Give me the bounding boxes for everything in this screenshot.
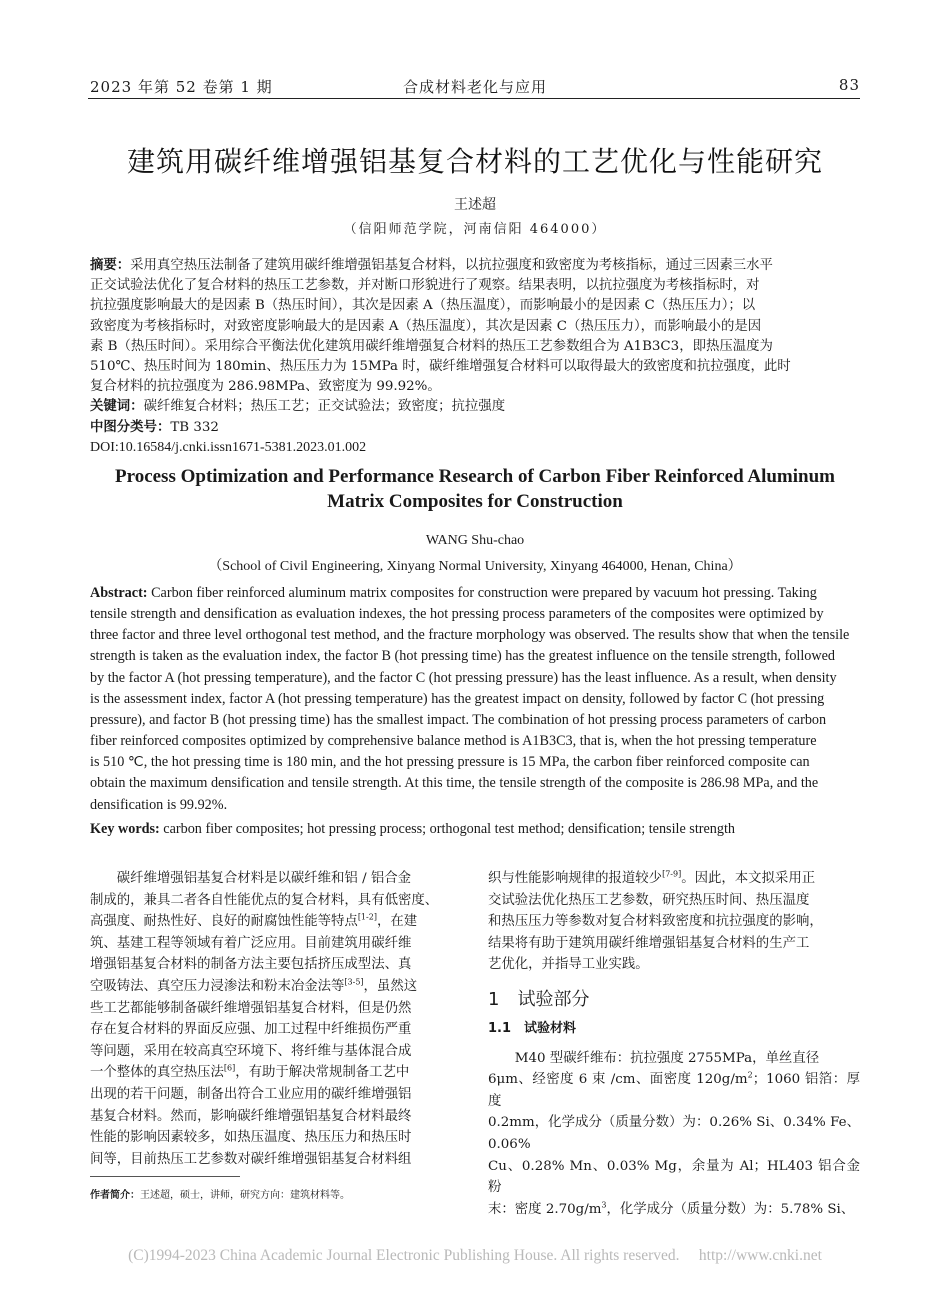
- body-line: 一个整体的真空热压法[6]，有助于解决常规制备工艺中: [90, 1063, 410, 1081]
- abstract-en-label: Abstract:: [90, 585, 148, 601]
- doi: DOI:10.16584/j.cnki.issn1671-5381.2023.01.002: [90, 439, 367, 455]
- clc-number: TB 332: [170, 419, 219, 435]
- body-line: 碳纤维增强铝基复合材料是以碳纤维和铝 / 铝合金: [116, 871, 412, 886]
- page-number: 83: [838, 76, 860, 94]
- citation: [3-5]: [344, 977, 364, 987]
- body-line: 艺优化，并指导工业实践。: [488, 957, 649, 973]
- paper-title-en: [90, 464, 860, 514]
- abstract-zh-line: 复合材料的抗拉强度为 286.98MPa、致密度为 99.92%。: [90, 379, 441, 395]
- body-line: Cu、0.28% Mn、0.03% Mg，余量为 Al；HL403 铝合金粉: [488, 1158, 860, 1196]
- author-footnote: [90, 1186, 350, 1201]
- footnote-rule: [90, 1176, 240, 1177]
- abstract-zh-line: 正交试验法优化了复合材料的热压工艺参数，并对断口形貌进行了观察。结果表明，以抗拉强度为考核指标时，对: [90, 278, 760, 294]
- keywords-zh-label: 关键词：: [90, 399, 144, 415]
- abstract-en-line: three factor and three level orthogonal test method, and the fracture morphology was observed. The results show that when the tensile: [90, 627, 850, 644]
- body-line: 和热压压力等参数对复合材料致密度和抗拉强度的影响，: [488, 914, 823, 930]
- abstract-en-line: is 510 ℃, the hot pressing time is 180 min, and the hot pressing pressure is 15 MPa, the carbon fiber reinforced composite can: [90, 754, 810, 771]
- abstract-en-line: pressure), and factor B (hot pressing time) has the smallest impact. The combination of hot pressing process parameters of carbon: [90, 711, 827, 728]
- footnote-label: 作者简介：: [90, 1190, 140, 1201]
- superscript: 2: [747, 1070, 753, 1080]
- abstract-en-line: Carbon fiber reinforced aluminum matrix composites for construction were prepared by vacuum hot pressing. Taking: [147, 585, 817, 601]
- abstract-zh-line: 采用真空热压法制备了建筑用碳纤维增强铝基复合材料，以抗拉强度和致密度为考核指标，通过三因素三水平: [130, 258, 773, 273]
- section-heading: 1 试验部分: [488, 988, 590, 1010]
- body-line: 制成的，兼具二者各自性能优点的复合材料，具有低密度、: [90, 892, 439, 908]
- abstract-en-line: strength is taken as the evaluation index, the factor B (hot pressing time) has the greatest influence on the tensile strength, followed: [90, 648, 836, 665]
- abstract-en-line: is the assessment index, factor A (hot pressing temperature) has the greatest impact on density, followed by factor C (hot pressing: [90, 690, 825, 707]
- body-line: 出现的若干问题，制备出符合工业应用的碳纤维增强铝: [90, 1086, 412, 1102]
- cnki-watermark: (C)1994-2023 China Academic Journal Electronic Publishing House. All rights reserved. http://www.cnki.net: [128, 1247, 822, 1264]
- body-left-column: [90, 868, 462, 1170]
- body-right-column: [488, 868, 860, 1220]
- keywords-en-row: [90, 819, 860, 840]
- abstract-en: [90, 583, 860, 816]
- body-line: 织与性能影响规律的报道较少[7-9]。因此，本文拟采用正: [488, 869, 816, 886]
- body-line: 存在复合材料的界面反应强、加工过程中纤维损伤严重: [90, 1022, 412, 1038]
- abstract-zh-line: 510℃、热压时间为 180min、热压压力为 15MPa 时，碳纤维增强复合材料可以取得最大的致密度和抗拉强度，此时: [90, 359, 791, 375]
- body-line: 等问题，采用在较高真空环境下、将纤维与基体混合成: [90, 1043, 412, 1059]
- affiliation-zh: （信阳师范学院，河南信阳 464000）: [343, 222, 607, 237]
- body-line: M40 型碳纤维布：抗拉强度 2755MPa，单丝直径: [514, 1050, 820, 1066]
- abstract-zh-label: 摘要：: [90, 258, 131, 273]
- body-line: 间等，目前热压工艺参数对碳纤维增强铝基复合材料组: [90, 1151, 412, 1167]
- citation: [6]: [223, 1063, 236, 1073]
- subsection-heading: 1.1 试验材料: [488, 1020, 577, 1036]
- citation: [1-2]: [357, 912, 377, 922]
- abstract-en-line: by the factor A (hot pressing temperature), and the factor C (hot pressing pressure) has the least influence. As a result, when density: [90, 669, 837, 686]
- paper-title-zh: 建筑用碳纤维增强铝基复合材料的工艺优化与性能研究: [126, 145, 823, 178]
- paper-title-en-line: Process Optimization and Performance Research of Carbon Fiber Reinforced Aluminum: [115, 466, 835, 487]
- author-zh: 王述超: [454, 197, 496, 213]
- body-line: 末：密度 $2.70g/m^3$，化学成分（质量分数）为：5.78% Si、: [488, 1200, 855, 1217]
- author-en: WANG Shu-chao: [425, 533, 525, 548]
- citation: [7-9]: [662, 869, 682, 879]
- keywords-zh: 碳纤维复合材料；热压工艺；正交试验法；致密度；抗拉强度: [143, 399, 506, 415]
- footnote-text: 王述超，硕士，讲师，研究方向：建筑材料等。: [140, 1190, 350, 1201]
- clc-label: 中图分类号：: [90, 419, 171, 435]
- body-line: 些工艺都能够制备碳纤维增强铝基复合材料，但是仍然: [90, 1000, 412, 1016]
- keywords-en-label: Key words:: [90, 821, 160, 837]
- abstract-en-line: densification is 99.92%.: [90, 796, 228, 813]
- body-line: 筑、基建工程等领域有着广泛应用。目前建筑用碳纤维: [90, 935, 412, 951]
- body-line: 结果将有助于建筑用碳纤维增强铝基复合材料的生产工: [488, 935, 810, 951]
- body-line: 空吸铸法、真空压力浸渗法和粉末冶金法等[3-5]，虽然这: [90, 977, 418, 994]
- abstract-zh-line: 致密度为考核指标时，对致密度影响最大的是因素 A（热压温度），其次是因素 C（热压压力），而影响最小的是因: [90, 318, 762, 334]
- body-line: 增强铝基复合材料的制备方法主要包括挤压成型法、真: [90, 957, 412, 973]
- journal-name: 合成材料老化与应用: [402, 78, 547, 96]
- header-rule: [88, 98, 860, 99]
- affiliation-en: （School of Civil Engineering, Xinyang Normal University, Xinyang 464000, Henan, China）: [208, 559, 742, 574]
- body-line: 0.2mm，化学成分（质量分数）为：0.26% Si、0.34% Fe、0.06%: [488, 1115, 860, 1152]
- journal-issue: 2023 年第 52 卷第 1 期: [90, 78, 273, 96]
- body-line: 性能的影响因素较多，如热压温度、热压压力和热压时: [90, 1130, 412, 1146]
- superscript: 3: [601, 1200, 607, 1210]
- paper-title-en-line: Matrix Composites for Construction: [327, 491, 623, 512]
- abstract-zh-line: 素 B（热压时间）。采用综合平衡法优化建筑用碳纤维增强复合材料的热压工艺参数组合为 A1B3C3，即热压温度为: [90, 338, 773, 354]
- body-line: 高强度、耐热性好、良好的耐腐蚀性能等特点[1-2]，在建: [90, 912, 418, 930]
- abstract-en-line: tensile strength and densification as evaluation indexes, the hot pressing process parameters of the composites were optimized by: [90, 606, 824, 623]
- abstract-en-line: obtain the maximum densification and tensile strength. At this time, the tensile strength of the composite is 286.98 MPa, and the: [90, 775, 819, 792]
- body-line: 交试验法优化热压工艺参数，研究热压时间、热压温度: [488, 892, 810, 908]
- abstract-zh: [90, 256, 860, 458]
- body-line: 6μm、经密度 6 束 /cm、面密度 $120g/m^2$；1060 铝箔：厚度: [488, 1070, 860, 1109]
- body-line: 基复合材料。然而，影响碳纤维增强铝基复合材料最终: [90, 1108, 412, 1124]
- abstract-en-line: fiber reinforced composites optimized by comprehensive balance method is A1B3C3, that is, when the hot pressing temperature: [90, 733, 817, 750]
- keywords-en: carbon fiber composites; hot pressing process; orthogonal test method; densification; tensile strength: [159, 821, 736, 837]
- abstract-zh-line: 抗拉强度影响最大的是因素 B（热压时间），其次是因素 A（热压温度），而影响最小的是因素 C（热压压力）；以: [90, 298, 756, 314]
